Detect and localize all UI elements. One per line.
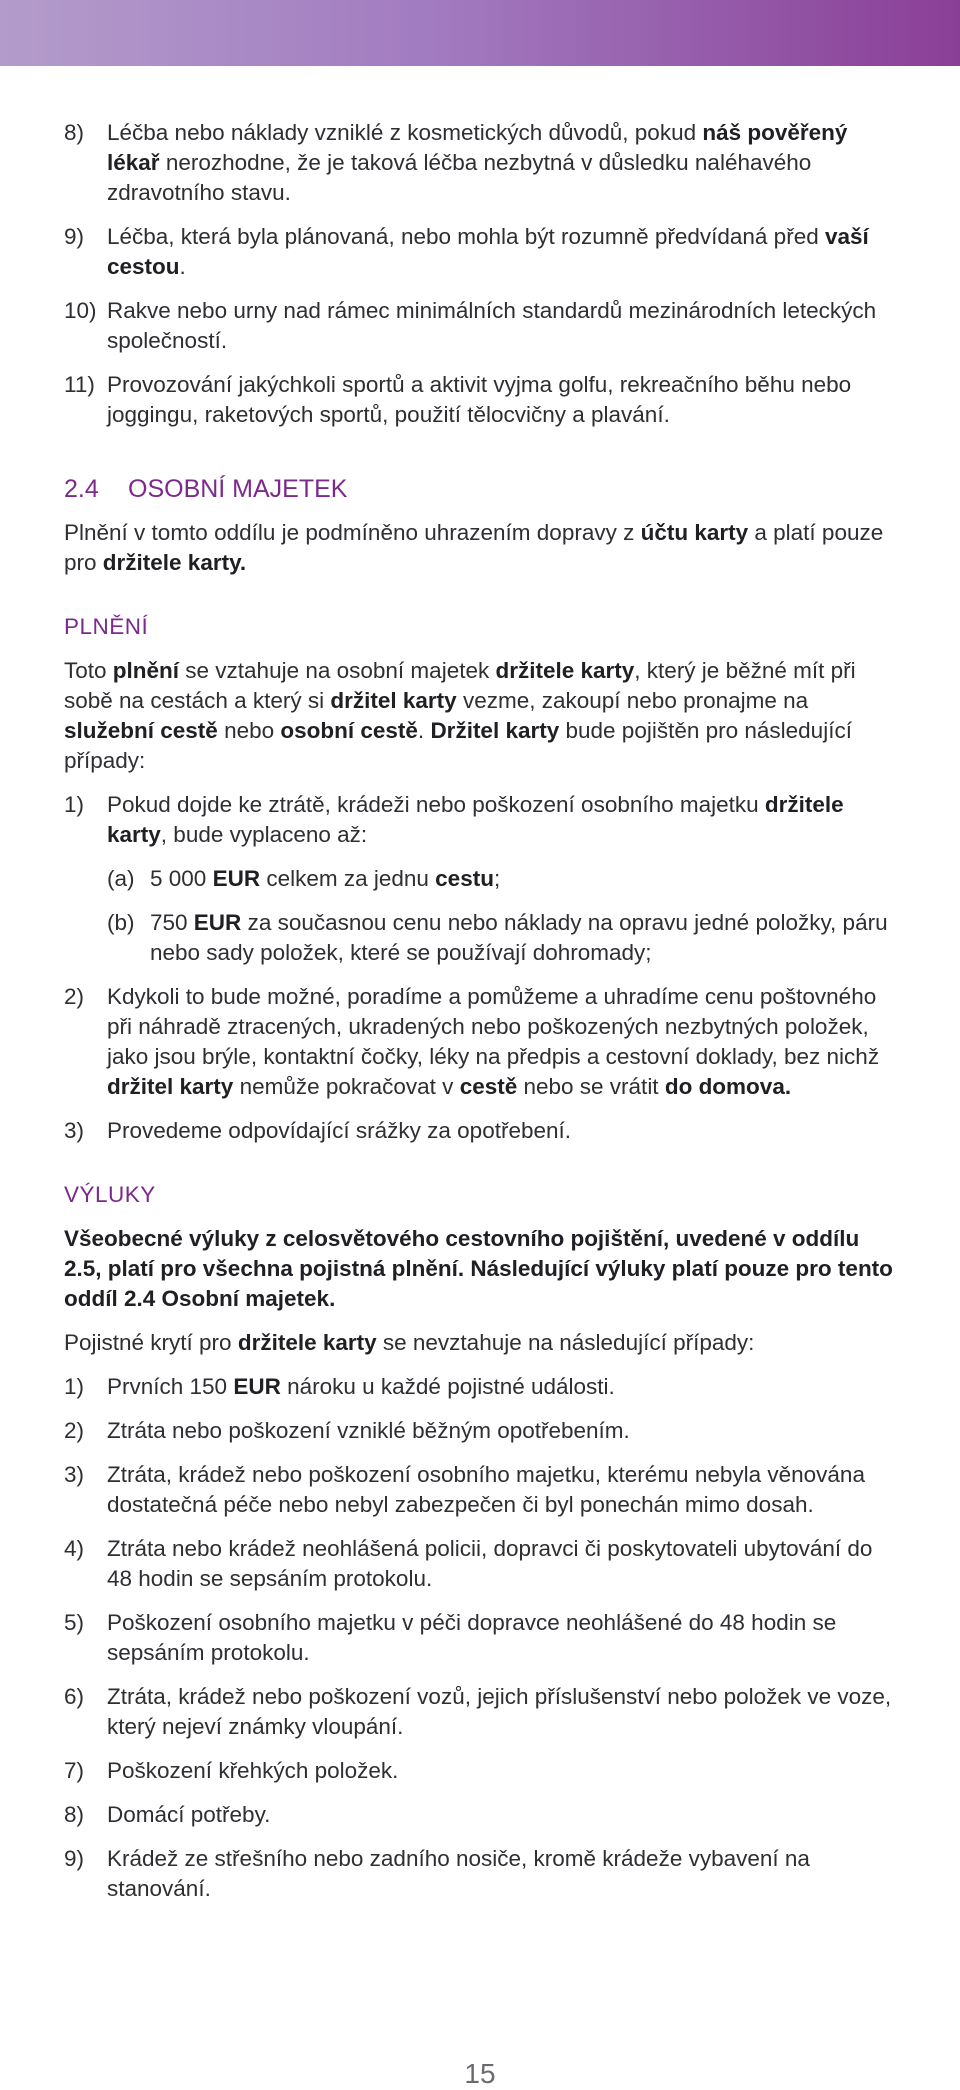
vyluky-list [64,1372,894,1904]
text-run: celkem za jednu [260,866,436,891]
plneni-paragraph [64,656,894,776]
list-item-number: 4) [64,1536,85,1561]
list-item [64,222,894,282]
text-run: Ztráta nebo poškození vzniklé běžným opotřebením. [107,1418,630,1443]
text-run: , bude vyplaceno až: [160,822,368,847]
sub-list-item [107,908,894,968]
list-item-text [107,370,894,430]
bold-term: držitele karty [237,1330,377,1355]
list-item [64,1800,894,1830]
bold-term: účtu karty [640,520,749,545]
text-run: Provedeme odpovídající srážky za opotřebení. [107,1118,572,1143]
list-item [64,118,894,208]
bold-term: plnění [112,658,180,683]
text-run: Pokud dojde ke ztrátě, krádeži nebo poškození osobního majetku [107,792,765,817]
text-run: a platí pouze pro [64,520,884,575]
list-item-number: 10) [64,298,97,323]
list-item-number: 6) [64,1684,85,1709]
bold-term: EUR [212,866,261,891]
list-item [64,1372,894,1402]
text-run: Provozování jakýchkoli sportů a aktivit vyjma golfu, rekreačního běhu nebo joggingu, raketových sportů, použití tělocvičny a plavání. [107,372,852,427]
list-item-text [107,1534,894,1594]
text-run: Léčba nebo náklady vzniklé z kosmetických důvodů, pokud [107,120,703,145]
list-item [64,1608,894,1668]
text-run: Plnění v tomto oddílu je podmíněno uhrazením dopravy z [64,520,641,545]
document-body [64,118,894,1918]
bold-term: Držitel karty [430,718,560,743]
plneni-list [64,790,894,1146]
text-run: nebo se vrátit [517,1074,665,1099]
list-item-text [107,1116,894,1146]
list-item-number: 8) [64,120,85,145]
text-run: nebo [217,718,281,743]
list-item-text [107,296,894,356]
sub-list-item-letter: (b) [107,910,135,935]
list-item-number: 1) [64,792,85,817]
text-run: Ztráta, krádež nebo poškození osobního majetku, kterému nebyla věnována dostatečná péče nebo nebyl zabezpečen či byl ponechán mimo dosah. [107,1462,865,1517]
list-item-number: 1) [64,1374,85,1399]
text-run: za současnou cenu nebo náklady na opravu jedné položky, páru nebo sady položek, které se používají dohromady; [150,910,888,965]
sub-list-item-text [150,908,894,968]
list-item-text [107,1372,894,1402]
list-item [64,1116,894,1146]
text-run: Prvních 150 [107,1374,234,1399]
text-run: Poškození osobního majetku v péči dopravce neohlášené do 48 hodin se sepsáním protokolu. [107,1610,837,1665]
text-run: ; [493,866,501,891]
text-run: Ztráta nebo krádež neohlášená policii, dopravci či poskytovateli ubytování do 48 hodin se sepsáním protokolu. [107,1536,873,1591]
bold-term: cestě [459,1074,518,1099]
section-intro [64,518,894,578]
list-item-text [107,1682,894,1742]
section-number: 2.4 [64,475,99,503]
text-run: se nevztahuje na následující případy: [376,1330,755,1355]
bold-term: osobní cestě [280,718,418,743]
bold-term: vaší cestou [107,224,869,279]
list-item-number: 8) [64,1802,85,1827]
list-item-text [107,1608,894,1668]
list-item-number: 3) [64,1462,85,1487]
text-run: bude pojištěn pro následující případy: [64,718,852,773]
text-run: Kdykoli to bude možné, poradíme a pomůžeme a uhradíme cenu poštovného při náhradě ztracených, ukradených nebo poškozených nezbytných položek, jako jsou brýle, kontaktní čočky, léky na předpis a cestovní doklady, bez nichž [107,984,880,1069]
text-run: vezme, zakoupí nebo pronajme na [456,688,809,713]
list-item-text [107,1844,894,1904]
text-run: nerozhodne, že je taková léčba nezbytná v důsledku naléhavého zdravotního stavu. [107,150,812,205]
section-title: OSOBNÍ MAJETEK [128,475,348,503]
list-item-text [107,1416,894,1446]
list-item [64,370,894,430]
list-item [64,790,894,850]
list-item-text [107,1460,894,1520]
plneni-heading: PLNĚNÍ [64,614,149,639]
text-run: Toto [64,658,113,683]
text-run: . [417,718,431,743]
list-item-number: 2) [64,1418,85,1443]
text-run: 750 [150,910,194,935]
list-item [64,1534,894,1594]
list-item [64,1844,894,1904]
vyluky-heading: VÝLUKY [64,1182,156,1207]
list-item-number: 2) [64,984,85,1009]
text-run: nemůže pokračovat v [233,1074,460,1099]
list-item [64,1460,894,1520]
exclusions-list-continued [64,118,894,430]
list-item-number: 9) [64,224,85,249]
bold-term: cestu [435,866,494,891]
bold-term: do domova. [664,1074,792,1099]
list-item [64,982,894,1102]
sub-list-item-text [150,864,894,894]
text-run: Rakve nebo urny nad rámec minimálních standardů mezinárodních leteckých společností. [107,298,877,353]
list-item [64,1416,894,1446]
section-heading [64,474,894,504]
bold-term: náš pověřený lékař [107,120,848,175]
bold-term: EUR [233,1374,281,1399]
list-item [64,1756,894,1786]
list-item [64,296,894,356]
list-item-number: 5) [64,1610,85,1635]
bold-term: držitel karty [330,688,457,713]
text-run: nároku u každé pojistné události. [280,1374,615,1399]
text-run: 5 000 [150,866,213,891]
list-item-text [107,790,894,850]
list-item-number: 7) [64,1758,85,1783]
text-run: Domácí potřeby. [107,1802,271,1827]
list-item [64,1682,894,1742]
bold-term: držitele karty [107,792,844,847]
list-item-text [107,222,894,282]
list-item-number: 9) [64,1846,85,1871]
vyluky-bold-paragraph: Všeobecné výluky z celosvětového cestovního pojištění, uvedené v oddílu 2.5, platí pro všechna pojistná plnění. Následující výluky platí pouze pro tento oddíl 2.4 Osobní majetek. [64,1226,893,1311]
list-item-text [107,118,894,208]
bold-term: EUR [193,910,242,935]
page-number: 15 [464,2058,496,2089]
text-run: , který je běžné mít při sobě na cestách a který si [64,658,856,713]
bold-term: služební cestě [64,718,218,743]
text-run: Pojistné krytí pro [64,1330,238,1355]
text-run: Léčba, která byla plánovaná, nebo mohla být rozumně předvídaná před [107,224,825,249]
text-run: . [179,254,186,279]
bold-term: držitel karty [107,1074,234,1099]
text-run: Poškození křehkých položek. [107,1758,399,1783]
bold-term: držitele karty [495,658,635,683]
sub-list-item-letter: (a) [107,866,135,891]
list-item-number: 11) [64,372,95,397]
list-item-number: 3) [64,1118,85,1143]
vyluky-intro [64,1328,894,1358]
text-run: Krádež ze střešního nebo zadního nosiče, kromě krádeže vybavení na stanování. [107,1846,810,1901]
text-run: se vztahuje na osobní majetek [179,658,496,683]
header-band [0,0,960,66]
list-item-text [107,1800,894,1830]
list-item-text [107,1756,894,1786]
text-run: Ztráta, krádež nebo poškození vozů, jejich příslušenství nebo položek ve voze, který nejeví známky vloupání. [107,1684,892,1739]
list-item-text [107,982,894,1102]
sub-list-item [107,864,894,894]
bold-term: držitele karty. [102,550,247,575]
